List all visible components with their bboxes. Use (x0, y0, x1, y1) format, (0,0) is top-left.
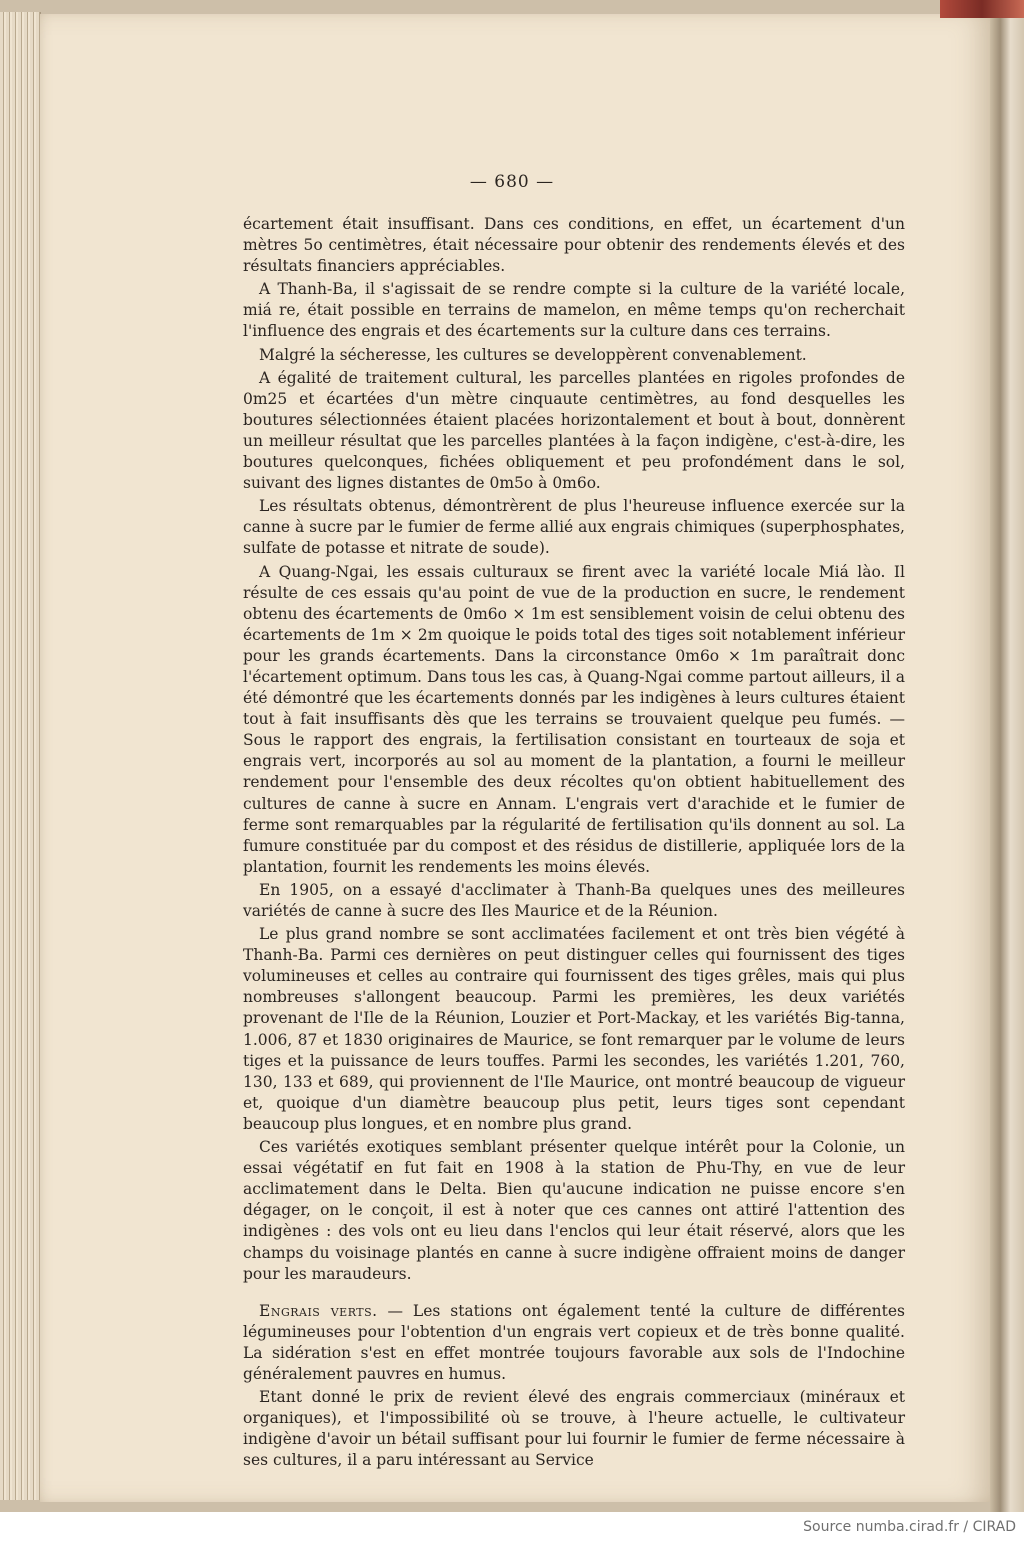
page-stack-edges (0, 12, 41, 1500)
paragraph: En 1905, on a essayé d'acclimater à Thanh-Ba quelques unes des meilleures variétés de canne à sucre des Iles Maurice et de la Réunion. (243, 880, 905, 920)
paragraph: écartement était insuffisant. Dans ces conditions, en effet, un écartement d'un mètres 5o centimètres, était nécessaire pour obtenir des rendements élevés et des résultats financiers appréciables. (243, 215, 905, 276)
book-binding (990, 0, 1024, 1512)
section-paragraph (243, 1301, 905, 1385)
paragraph: A égalité de traitement cultural, les parcelles plantées en rigoles profondes de 0m25 et écartées d'un mètre cinquaute centimètres, au fond desquelles les boutures sélectionnées étaient placées horizontalement et bout à bout, donnèrent un meilleur résultat que les parcelles plantées à la façon indigène, c'est-à-dire, les boutures quelconques, fichées obliquement et peu profondément dans le sol, suivant des lignes distantes de 0m5o à 0m6o. (243, 368, 905, 493)
section-text: — Les stations ont également tenté la culture de différentes légumineuses pour l'obtention d'un engrais vert copieux et de très bonne qualité. La sidération s'est en effet montrée toujours favorable aux sols de l'Indochine généralement pauvres en humus. (243, 1301, 905, 1383)
page-body-text (243, 214, 905, 1473)
paragraph: Les résultats obtenus, démontrèrent de plus l'heureuse influence exercée sur la canne à sucre par le fumier de ferme allié aux engrais chimiques (superphosphates, sulfate de potasse et nitrate de soude). (243, 497, 905, 558)
source-credit: Source numba.cirad.fr / CIRAD (803, 1519, 1016, 1535)
paragraph: Ces variétés exotiques semblant présenter quelque intérêt pour la Colonie, un essai végétatif en fut fait en 1908 à la station de Phu-Thy, en vue de leur acclimatement dans le Delta. Bien qu'aucune indication ne puisse encore s'en dégager, on le conçoit, il est à noter que ces cannes ont attiré l'attention des indigènes : des vols ont eu lieu dans l'enclos qui leur était réservé, alors que les champs du voisinage plantés en canne à sucre indigène offraient moins de danger pour les maraudeurs. (243, 1138, 905, 1283)
paragraph: A Quang-Ngai, les essais culturaux se firent avec la variété locale Miá lào. Il résulte de ces essais qu'au point de vue de la production en sucre, le rendement obtenu des écartements de 0m6o × 1m est sensiblement voisin de celui obtenu des écartements de 1m × 2m quoique le poids total des tiges soit notablement inférieur pour les grands écartements. Dans la circonstance 0m6o × 1m paraîtrait donc l'écartement optimum. Dans tous les cas, à Quang-Ngai comme partout ailleurs, il a été démontré que les écartements donnés par les indigènes à leurs cultures étaient tout à fait insuffisants dès que les terrains se trouvaient quelque peu fumés. — Sous le rapport des engrais, la fertilisation consistant en tourteaux de soja et engrais vert, incorporés au sol au moment de la plantation, a fourni le meilleur rendement pour l'ensemble des deux récoltes qu'on obtient habituellement des cultures de canne à sucre en Annam. L'engrais vert d'arachide et le fumier de ferme sont remarquables par la régularité de fertilisation qu'ils donnent au sol. La fumure constituée par du compost et des résidus de distillerie, appliquée lors de la plantation, fournit les rendements les moins élevés. (243, 562, 905, 876)
paragraph: A Thanh-Ba, il s'agissait de se rendre compte si la culture de la variété locale, miá re, était possible en terrains de mamelon, en même temps qu'on recherchait l'influence des engrais et des écartements sur la culture dans ces terrains. (243, 280, 905, 341)
paragraph: Le plus grand nombre se sont acclimatées facilement et ont très bien végété à Thanh-Ba. Parmi ces dernières on peut distinguer celles qui fournissent des tiges volumineuses et celles au contraire qui fournissent des tiges grêles, mais qui plus nombreuses s'allongent beaucoup. Parmi les premières, les deux variétés provenant de l'Ile de la Réunion, Louzier et Port-Mackay, et les variétés Big-tanna, 1.006, 87 et 1830 originaires de Maurice, se font remarquer par le volume de leurs tiges et la puissance de leurs touffes. Parmi les secondes, les variétés 1.201, 760, 130, 133 et 689, qui proviennent de l'Ile Maurice, ont montré beaucoup de vigueur et, quoique d'un diamètre beaucoup plus petit, leurs tiges sont cependant beaucoup plus longues, et en nombre plus grand. (243, 925, 905, 1133)
page-number: — 680 — (469, 172, 555, 192)
binding-ribbon (940, 0, 1024, 18)
paragraph: Malgré la sécheresse, les cultures se developpèrent convenablement. (259, 345, 807, 364)
paragraph: Etant donné le prix de revient élevé des engrais commerciaux (minéraux et organiques), et l'impossibilité où se trouve, à l'heure actuelle, le cultivateur indigène d'avoir un bétail suffisant pour lui fournir le fumier de ferme nécessaire à ses cultures, il a paru intéressant au Service (243, 1388, 905, 1470)
section-heading: Engrais verts. (259, 1301, 378, 1320)
